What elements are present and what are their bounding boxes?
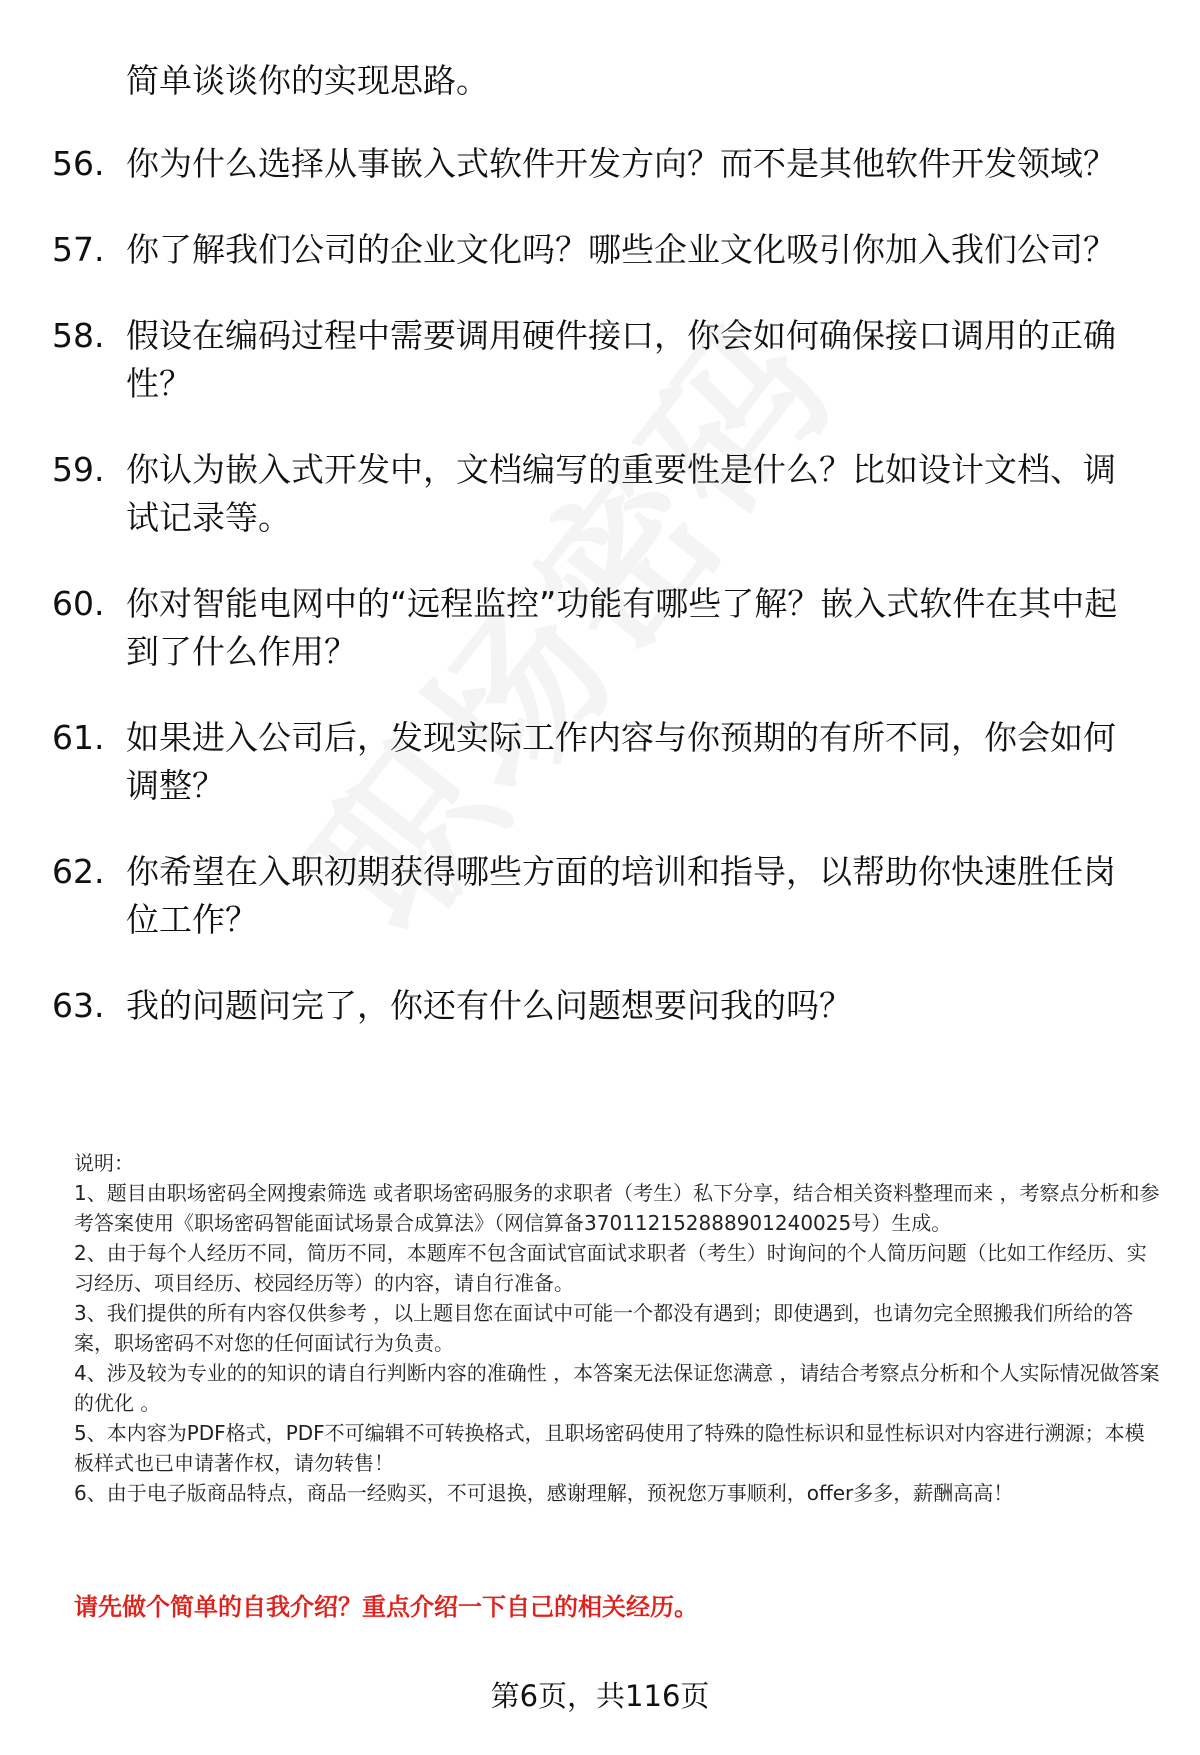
notes-title: 说明： (74, 1151, 134, 1175)
question-text: 你了解我们公司的企业文化吗？哪些企业文化吸引你加入我们公司？ (126, 230, 1116, 269)
note-item: 1、题目由职场密码全网搜索筛选 或者职场密码服务的求职者（考生）私下分享，结合相关资料整理而来 ，考察点分析和参考答案使用《职场密码智能面试场景合成算法》（网信算备370112152888901240025号）生成。 (74, 1181, 1160, 1235)
question-item (52, 446, 1152, 542)
intro-prompt: 请先做个简单的自我介绍？重点介绍一下自己的相关经历。 (74, 1593, 698, 1621)
question-number: 56. (52, 144, 105, 183)
question-item (52, 982, 1152, 1030)
question-text: 你认为嵌入式开发中，文档编写的重要性是什么？比如设计文档、调试记录等。 (126, 450, 1116, 537)
page-number: 第6页，共116页 (490, 1679, 710, 1713)
question-text: 你希望在入职初期获得哪些方面的培训和指导，以帮助你快速胜任岗位工作？ (126, 852, 1116, 939)
question-text: 假设在编码过程中需要调用硬件接口，你会如何确保接口调用的正确性？ (126, 316, 1116, 403)
question-text: 如果进入公司后，发现实际工作内容与你预期的有所不同，你会如何调整？ (126, 718, 1116, 805)
question-item (52, 312, 1152, 408)
question-item (52, 140, 1152, 188)
question-number: 62. (52, 852, 105, 891)
question-number: 58. (52, 316, 105, 355)
question-number: 60. (52, 584, 105, 623)
note-item: 6、由于电子版商品特点，商品一经购买，不可退换，感谢理解，预祝您万事顺利，offer多多，薪酬高高！ (74, 1481, 1014, 1505)
note-item: 2、由于每个人经历不同，简历不同，本题库不包含面试官面试求职者（考生）时询问的个人简历问题（比如工作经历、实习经历、项目经历、校园经历等）的内容，请自行准备。 (74, 1241, 1147, 1295)
question-list (52, 140, 1152, 1068)
question-text: 你对智能电网中的“远程监控”功能有哪些了解？嵌入式软件在其中起到了什么作用？ (126, 584, 1118, 671)
note-item: 5、本内容为PDF格式，PDF不可编辑不可转换格式，且职场密码使用了特殊的隐性标识和显性标识对内容进行溯源；本模板样式也已申请著作权，请勿转售！ (74, 1421, 1145, 1475)
note-item: 3、我们提供的所有内容仅供参考 ，以上题目您在面试中可能一个都没有遇到；即使遇到，也请勿完全照搬我们所给的答案，职场密码不对您的任何面试行为负责。 (74, 1301, 1134, 1355)
question-item (52, 226, 1152, 274)
notes-section (74, 1148, 1160, 1508)
question-text: 你为什么选择从事嵌入式软件开发方向？而不是其他软件开发领域？ (126, 144, 1116, 183)
question-number: 57. (52, 230, 105, 269)
question-number: 63. (52, 986, 105, 1025)
note-item: 4、涉及较为专业的的知识的请自行判断内容的准确性 ，本答案无法保证您满意 ，请结合考察点分析和个人实际情况做答案的优化 。 (74, 1361, 1160, 1415)
question-number: 59. (52, 450, 105, 489)
continuation-text: 简单谈谈你的实现思路。 (126, 61, 489, 100)
question-item (52, 848, 1152, 944)
question-number: 61. (52, 718, 105, 757)
question-item (52, 580, 1152, 676)
question-text: 我的问题问完了，你还有什么问题想要问我的吗？ (126, 986, 852, 1025)
question-item (52, 714, 1152, 810)
